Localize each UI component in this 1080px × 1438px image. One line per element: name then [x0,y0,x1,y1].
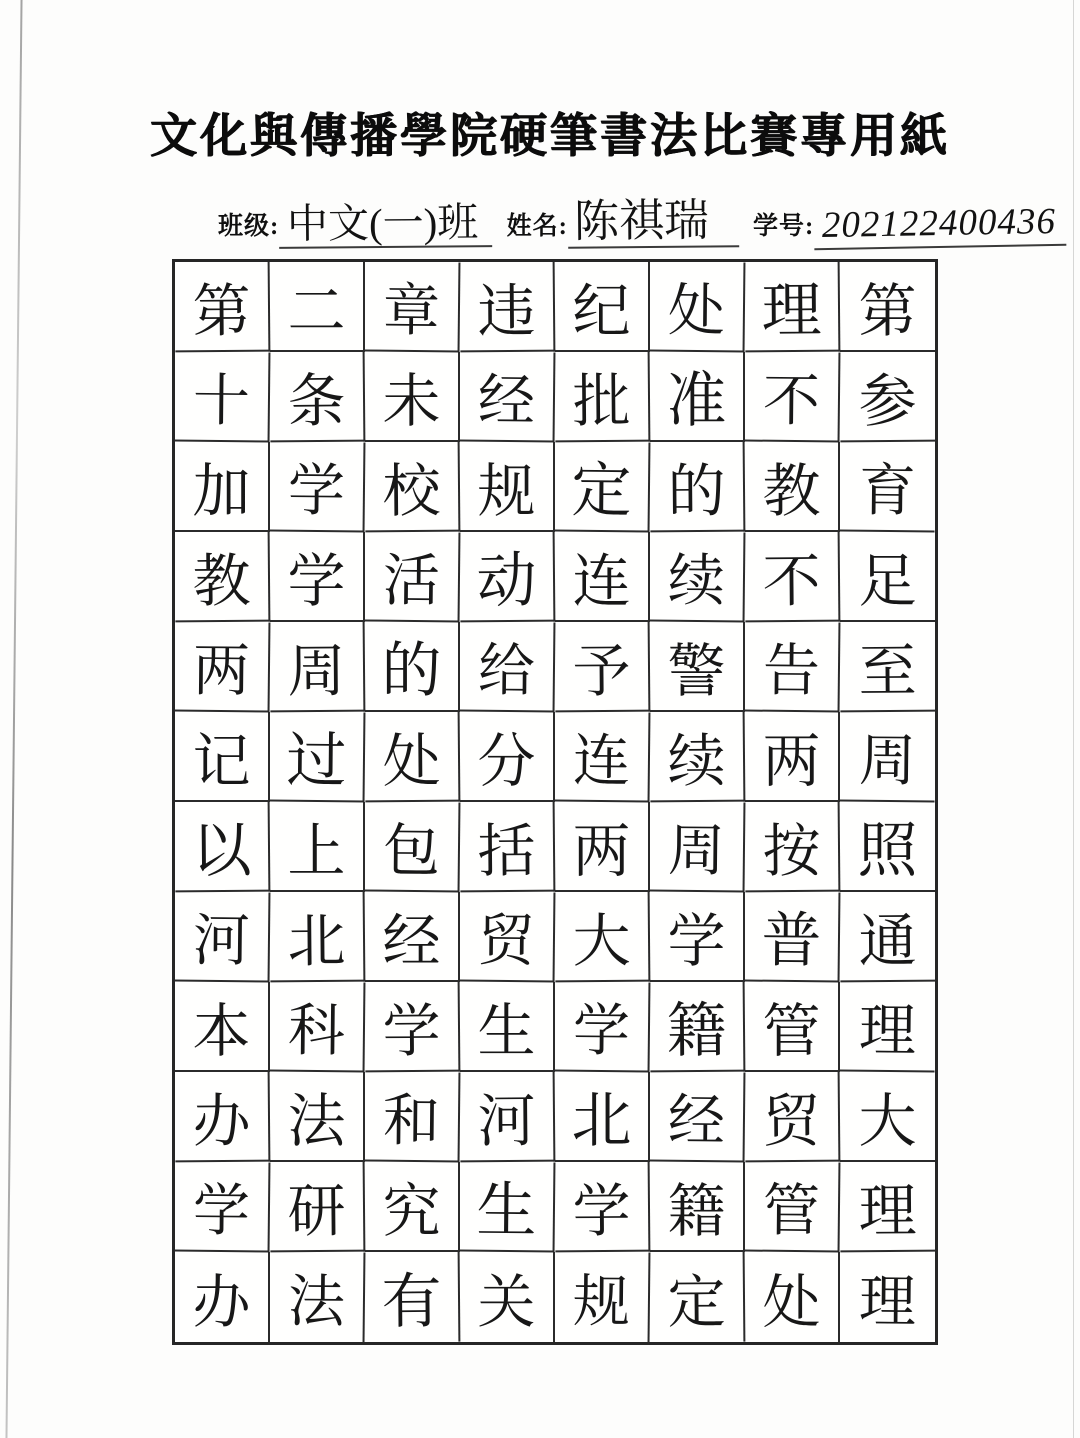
grid-cell: 括 [460,802,556,893]
grid-cell: 不 [745,352,841,443]
character-grid [172,259,938,1345]
grid-cell: 学 [555,1162,651,1253]
grid-cell: 连 [555,712,651,803]
grid-cell: 办 [175,1072,271,1163]
header-form [218,186,1057,248]
grid-cell: 纪 [555,262,650,352]
student-id-value: 202122400436 [814,203,1067,250]
grid-cell: 规 [460,442,555,532]
grid-cell: 校 [365,442,461,533]
grid-cell: 第 [175,262,271,353]
grid-cell: 研 [270,1162,366,1253]
grid-cell: 经 [365,892,460,982]
grid-cell: 法 [270,1072,365,1162]
grid-cell: 河 [460,1072,556,1163]
grid-cell: 违 [460,262,556,353]
grid-cell: 上 [270,802,365,892]
grid-cell: 处 [365,712,461,803]
grid-cell: 规 [555,1252,651,1343]
grid-cell: 管 [745,1162,841,1253]
grid-cell: 十 [175,352,271,443]
grid-cell: 籍 [650,1162,745,1252]
grid-cell: 河 [175,892,271,983]
grid-cell: 究 [365,1162,460,1252]
grid-cell: 定 [650,1252,746,1343]
grid-cell: 以 [175,802,271,893]
grid-cell: 章 [365,262,461,353]
grid-cell: 第 [840,262,935,352]
grid-cell: 普 [745,892,841,983]
grid-cell: 法 [270,1252,366,1343]
grid-cell: 教 [175,532,271,623]
grid-cell: 至 [840,622,936,713]
grid-cell: 学 [270,532,365,622]
grid-cell: 批 [555,352,651,443]
class-label: 班级: [218,213,280,240]
grid-cell: 办 [175,1252,270,1342]
grid-cell: 本 [175,982,270,1072]
grid-cell: 理 [745,262,841,353]
grid-cell: 准 [650,352,745,442]
grid-cell: 按 [745,802,841,893]
grid-cell: 大 [555,892,651,983]
page-title: 文化與傳播學院硬筆書法比賽專用紙 [150,111,950,163]
paper-right-edge-line [1073,0,1074,1438]
grid-cell: 给 [460,622,556,713]
grid-cell: 两 [555,802,650,892]
grid-cell: 经 [650,1072,746,1163]
grid-cell: 有 [365,1252,461,1343]
class-value: 中文(一)班 [279,201,493,249]
grid-cell: 告 [745,622,841,713]
name-field [506,195,739,248]
grid-cell: 续 [650,532,746,623]
grid-cell: 贸 [745,1072,841,1163]
name-value: 陈祺瑞 [568,197,739,249]
grid-cell: 予 [555,622,651,713]
grid-cell: 理 [858,1270,917,1335]
grid-cell: 和 [365,1072,461,1163]
grid-cell: 育 [840,442,936,533]
grid-cell: 教 [745,442,840,532]
grid-cell: 的 [365,622,460,712]
grid-cell: 学 [555,982,651,1073]
grid-cell: 生 [460,1162,556,1253]
grid-cell: 生 [460,982,555,1072]
grid-cell: 学 [270,442,366,533]
grid-cell: 学 [175,1162,271,1253]
grid-cell: 北 [270,892,366,983]
grid-cell: 连 [555,532,650,622]
grid-cell: 分 [460,712,555,802]
grid-cell: 动 [460,532,556,623]
grid-cell: 籍 [650,982,746,1073]
grid-cell: 理 [840,1162,936,1253]
grid-cell: 两 [745,712,840,802]
grid-cell: 警 [650,622,745,712]
grid-cell: 记 [175,712,270,802]
paper-left-edge-line [5,0,22,1438]
grid-cell: 周 [270,622,366,713]
grid-cell: 的 [650,442,746,533]
student-id-field [752,201,1066,248]
grid-cell: 加 [175,442,270,532]
grid-cell: 学 [650,892,745,982]
grid-cell: 大 [840,1072,935,1162]
grid-cell: 理 [840,982,936,1073]
grid-cell: 包 [365,802,461,893]
grid-cell: 处 [745,1252,840,1342]
class-field [218,199,493,248]
grid-cell: 学 [365,982,461,1073]
grid-cell: 北 [555,1072,650,1162]
grid-cell: 足 [840,532,935,622]
grid-cell: 通 [840,892,936,983]
grid-cell: 处 [650,262,746,353]
grid-cell: 周 [840,712,936,803]
grid-cell: 管 [745,982,840,1072]
grid-cell: 过 [270,712,366,803]
name-label: 姓名: [506,213,568,240]
grid-cell: 经 [460,352,556,443]
grid-cell: 关 [460,1252,555,1342]
grid-cell: 活 [365,532,461,623]
grid-cell: 贸 [460,892,556,983]
student-id-label: 学号: [752,213,815,240]
grid-cell: 二 [270,262,365,352]
grid-cell: 未 [365,352,460,442]
grid-cell: 科 [270,982,366,1073]
grid-cell: 参 [840,352,936,443]
grid-cell: 两 [175,622,271,713]
grid-cell: 条 [270,352,366,443]
grid-cell: 续 [650,712,746,803]
grid-cell: 周 [650,802,746,893]
grid-cell: 不 [745,532,841,623]
grid-cell: 照 [840,802,935,892]
grid-cell: 定 [555,442,651,533]
